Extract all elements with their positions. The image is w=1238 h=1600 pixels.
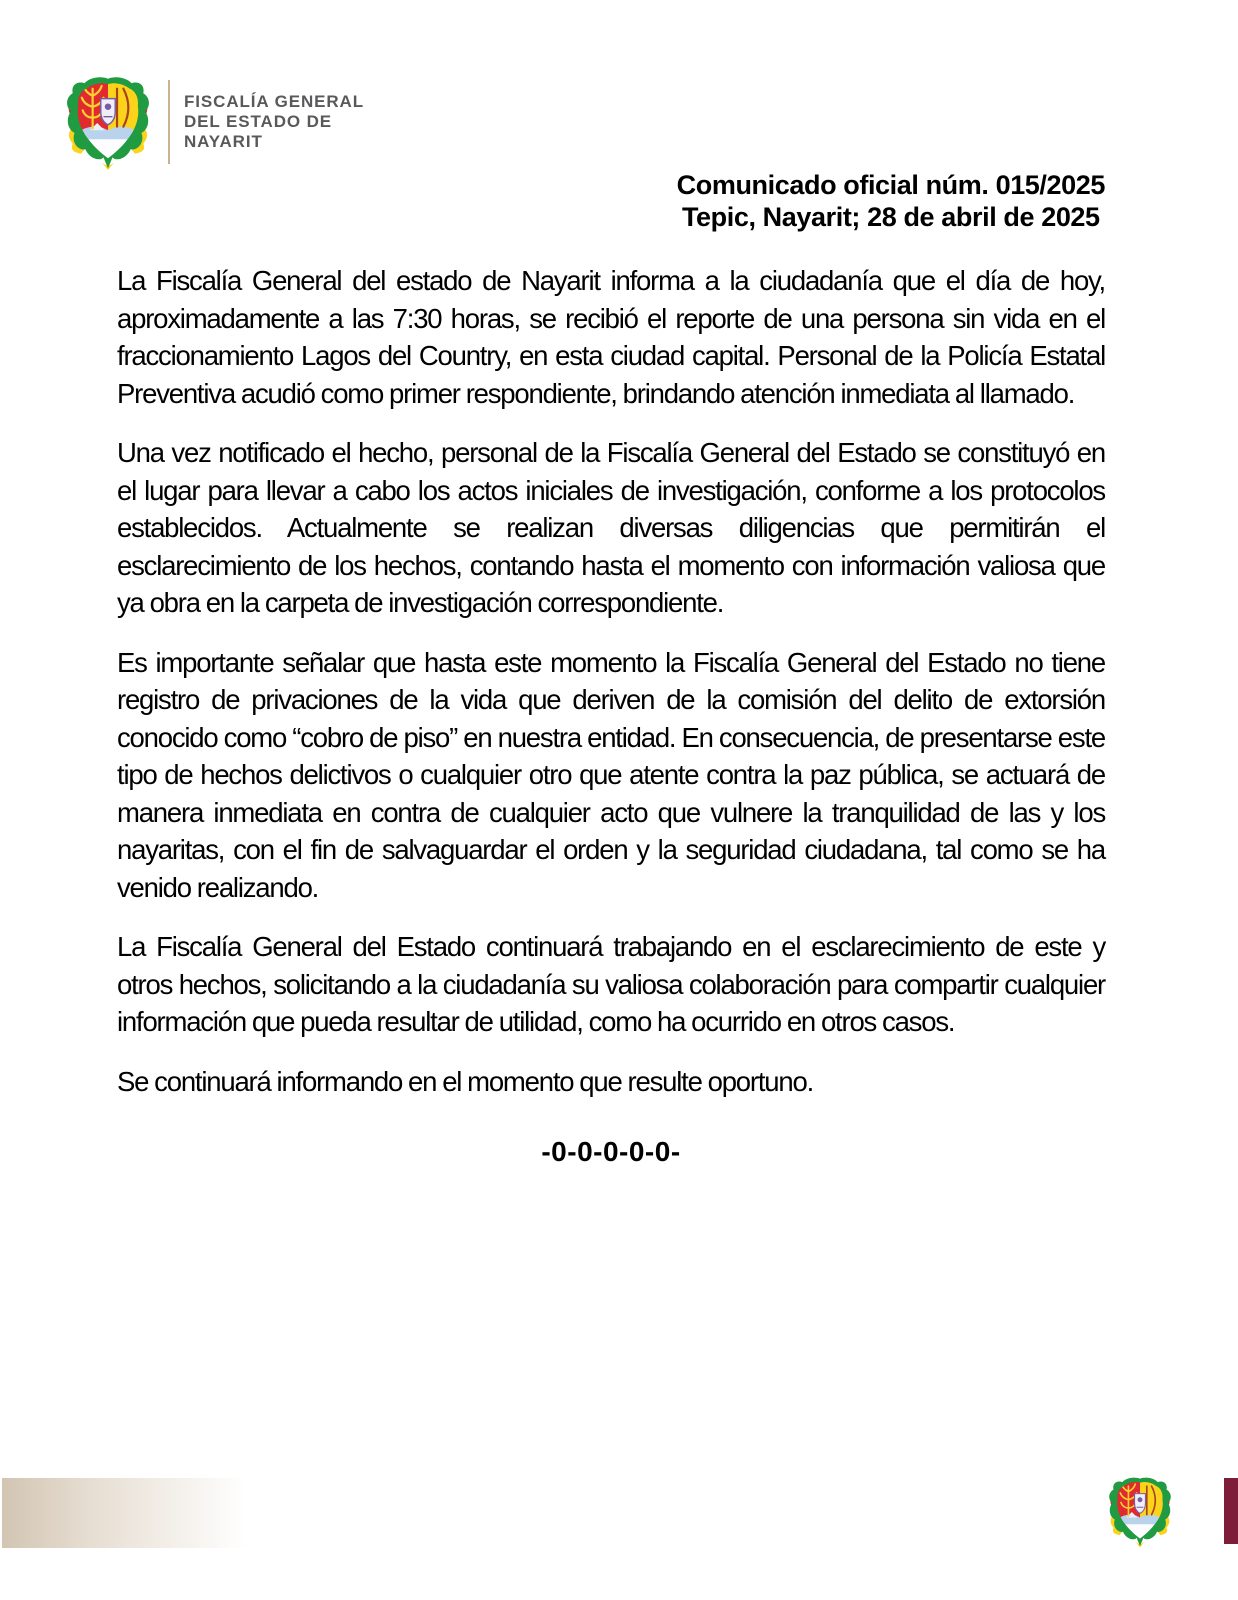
org-name-line-2: DEL ESTADO DE [184,112,333,131]
press-release-paragraph: Una vez notificado el hecho, personal de la Fiscalía General del Estado se constituyó en el lugar para llevar a cabo los actos iniciales de investigación, conforme a los protocolos establecidos. Actualmente se realizan diversas diligencias que permitirán el esclarecimiento de los hechos, contando hasta el momento con información valiosa que ya obra en la carpeta de investigación correspondiente. [117,437,1105,618]
press-release-paragraph: Se continuará informando en el momento que resulte oportuno. [117,1065,814,1097]
org-name [184,92,364,152]
press-release-paragraph: La Fiscalía General del estado de Nayarit informa a la ciudadanía que el día de hoy, aproximadamente a las 7:30 horas, se recibió el reporte de una persona sin vida en el fraccionamiento Lagos del Country, en esta ciudad capital. Personal de la Policía Estatal Preventiva acudió como primer respondiente, brindando atención inmediata al llamado. [117,265,1105,409]
end-mark: -0-0-0-0-0- [541,1136,681,1167]
org-name-line-3: NAYARIT [184,132,263,151]
comunicado-title: Comunicado oficial núm. 015/2025 [676,170,1105,200]
footer-coat-of-arms-logo [1106,1471,1174,1553]
nayarit-coat-of-arms-logo [60,76,156,170]
comunicado-heading [677,169,1105,233]
masthead-divider [168,80,170,164]
org-name-line-1: FISCALÍA GENERAL [184,92,364,111]
press-release-paragraph: Es importante señalar que hasta este momento la Fiscalía General del Estado no tiene registro de privaciones de la vida que deriven de la comisión del delito de extorsión conocido como “cobro de piso” en nuestra entidad. En consecuencia, de presentarse este tipo de hechos delictivos o cualquier otro que atente contra la paz pública, se actuará de manera inmediata en contra de cualquier acto que vulnere la tranquilidad de las y los nayaritas, con el fin de salvaguardar el orden y la seguridad ciudadana, tal como se ha venido realizando. [117,646,1105,903]
maroon-accent-bar [1224,1478,1238,1544]
press-release-paragraph: La Fiscalía General del Estado continuará trabajando en el esclarecimiento de este y otros hechos, solicitando a la ciudadanía su valiosa colaboración para compartir cualquier información que pueda resultar de utilidad, como ha ocurrido en otros casos. [117,931,1105,1037]
press-release-body [117,262,1105,1168]
comunicado-dateline: Tepic, Nayarit; 28 de abril de 2025 [681,202,1100,232]
masthead [60,76,364,170]
footer-gradient-bar [2,1478,247,1548]
